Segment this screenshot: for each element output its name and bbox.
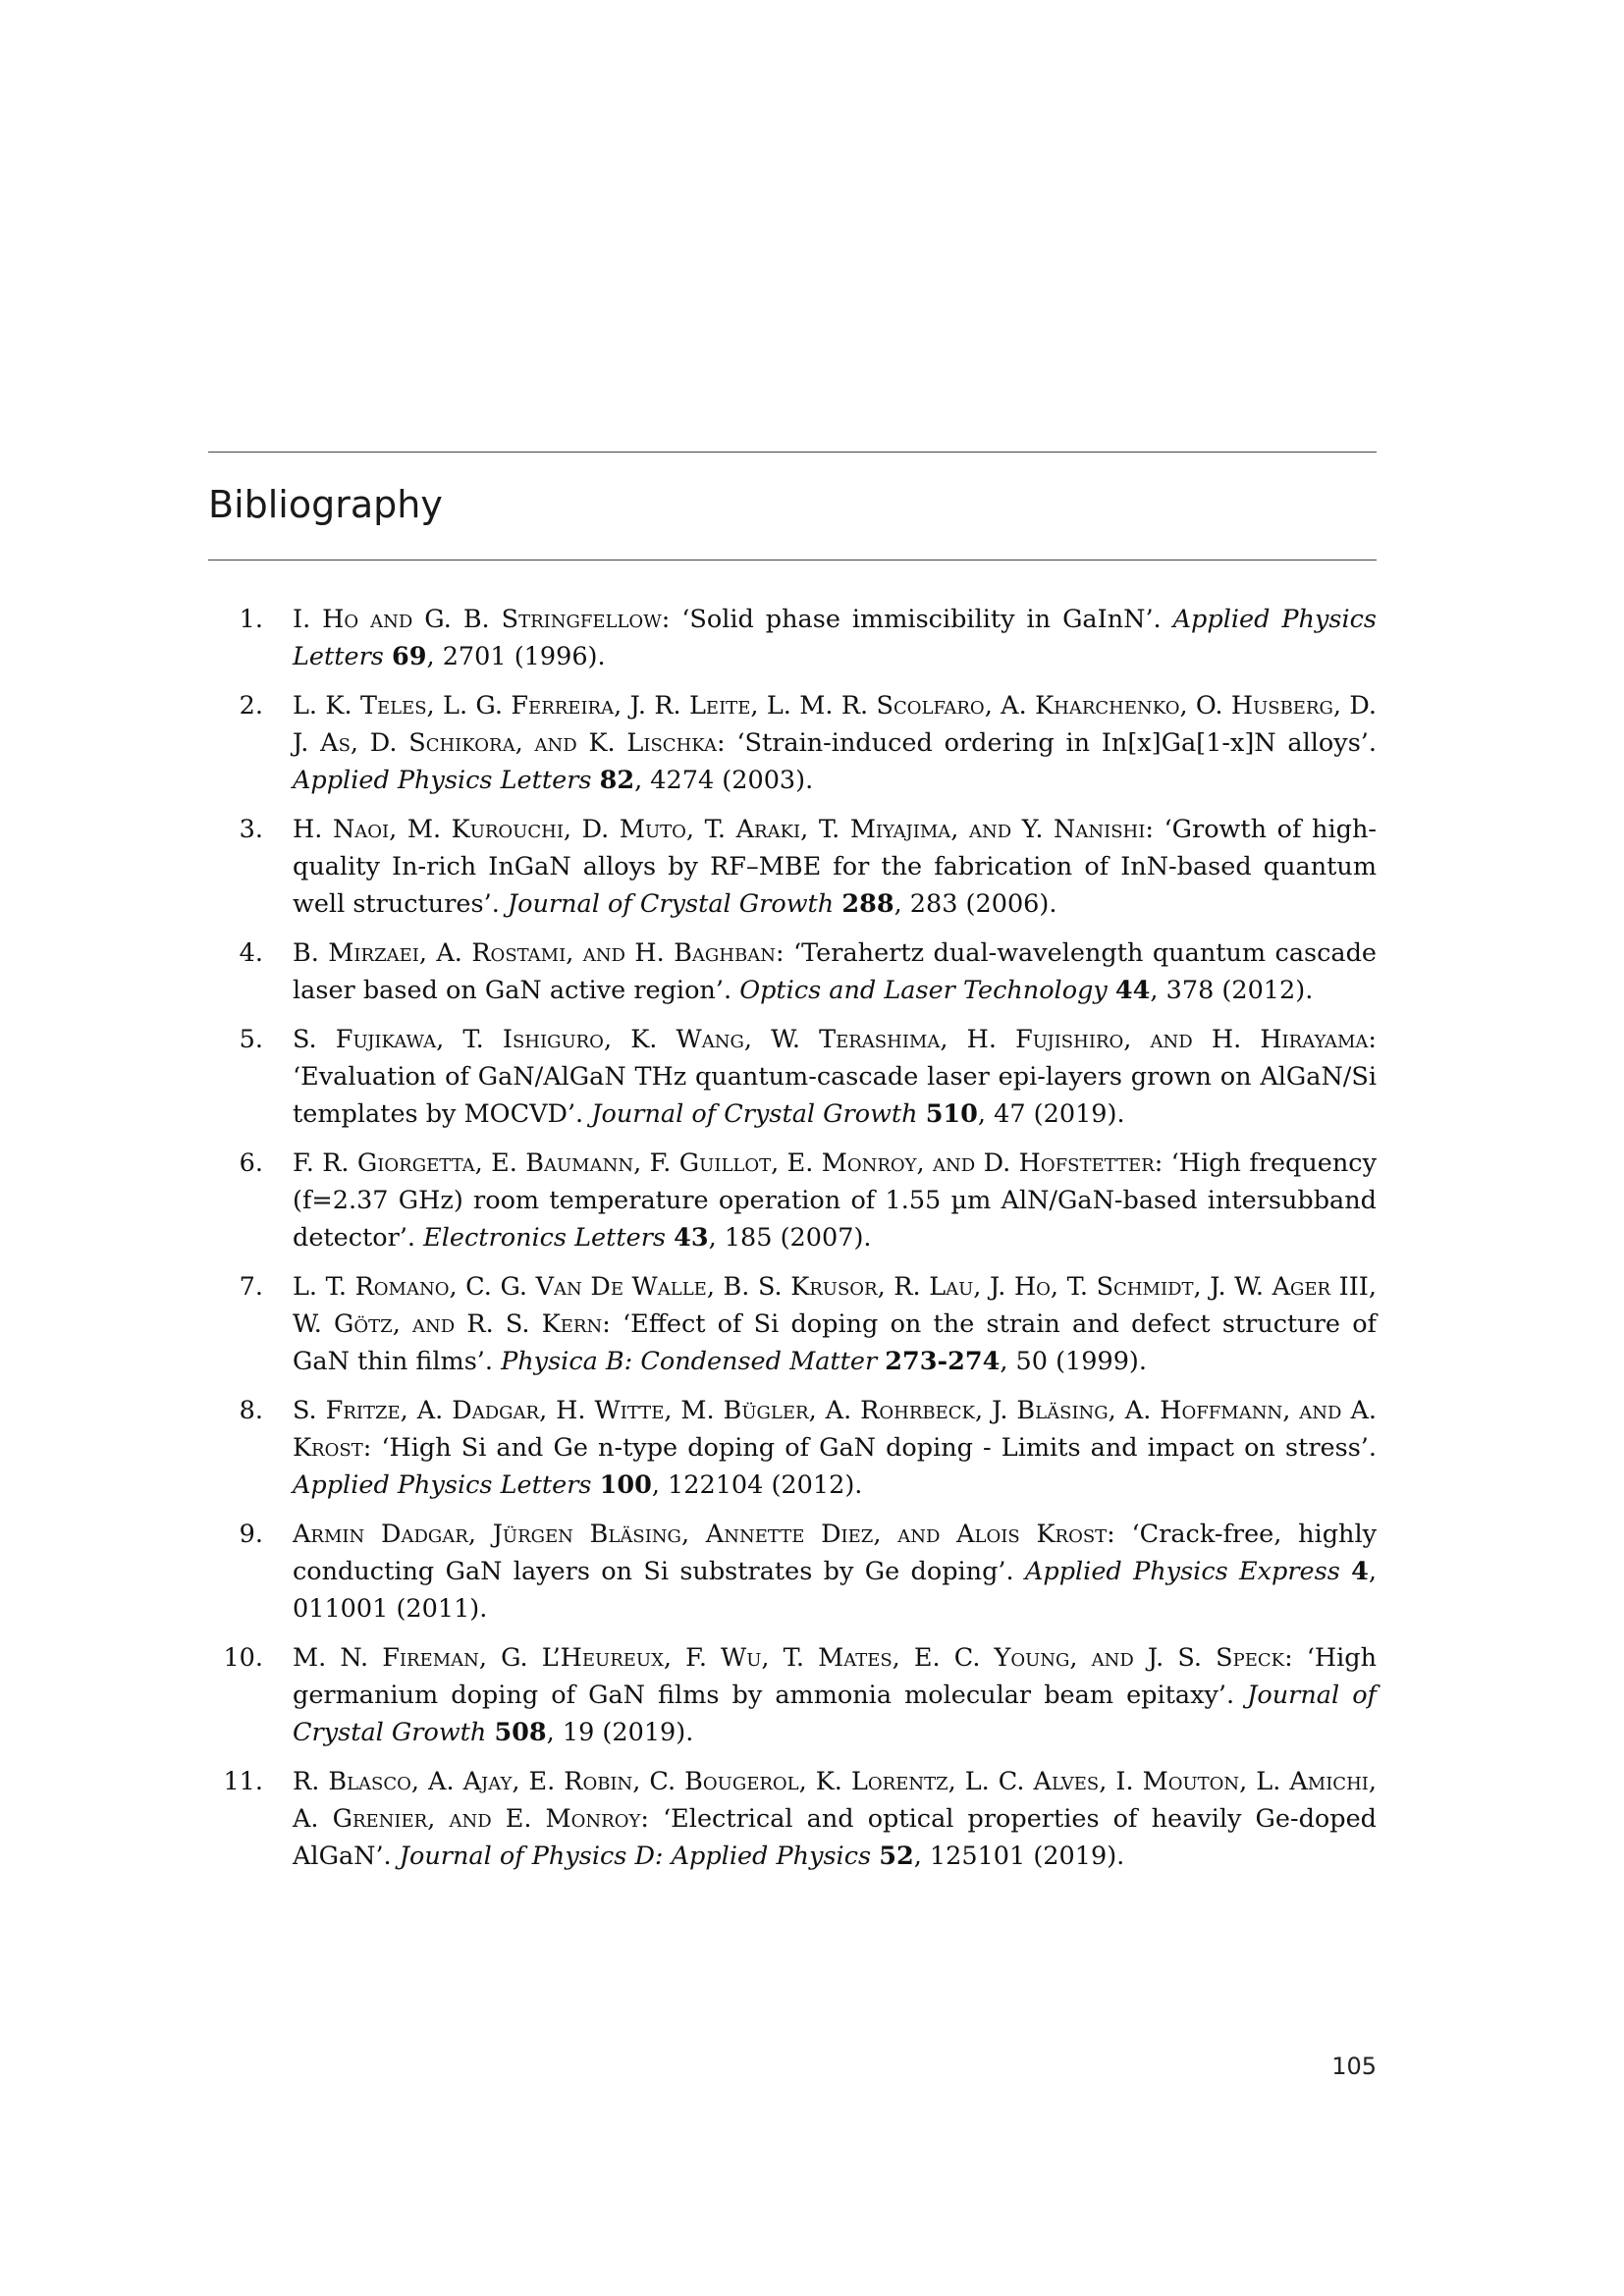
- reference-item: [208, 1639, 1377, 1751]
- reference-text: [666, 1223, 674, 1253]
- heading-bottom-rule: [208, 560, 1377, 561]
- reference-number: 7.: [239, 1272, 263, 1302]
- reference-text: : ‘Solid phase immiscibility in GaInN’.: [661, 605, 1173, 634]
- reference-volume: 4: [1351, 1557, 1369, 1586]
- reference-text: , 122104 (2012).: [651, 1470, 863, 1500]
- reference-authors: I. Ho and G. B. Stringfellow: [293, 605, 662, 634]
- reference-text: , 283 (2006).: [893, 889, 1057, 919]
- reference-text: , 4274 (2003).: [634, 766, 814, 795]
- reference-text: [384, 642, 392, 671]
- reference-journal: Journal of Crystal Growth: [591, 1099, 918, 1129]
- reference-number: 2.: [239, 691, 263, 721]
- reference-authors: Armin Dadgar, Jürgen Bläsing, Annette Diez, and Alois Krost: [293, 1520, 1108, 1549]
- reference-number: 5.: [239, 1025, 263, 1054]
- reference-text: : ‘Growth of high-quality In-rich InGaN alloys by RF–MBE for the fabrication of InN-based quantum well structures’.: [293, 815, 1377, 919]
- reference-text: : ‘High germanium doping of GaN films by ammonia molecular beam epitaxy’.: [293, 1643, 1377, 1710]
- reference-item: [208, 1516, 1377, 1628]
- reference-text: , 2701 (1996).: [426, 642, 606, 671]
- reference-number: 11.: [223, 1767, 263, 1796]
- reference-text: [918, 1099, 926, 1129]
- reference-journal: Applied Physics Express: [1024, 1557, 1340, 1586]
- reference-journal: Physica B: Condensed Matter: [501, 1347, 878, 1376]
- reference-item: [208, 1763, 1377, 1875]
- reference-text: , 19 (2019).: [546, 1718, 694, 1747]
- reference-text: , 011001 (2011).: [293, 1557, 1377, 1624]
- reference-text: : ‘Electrical and optical properties of heavily Ge-doped AlGaN’.: [293, 1804, 1378, 1871]
- reference-text: [591, 1470, 599, 1500]
- reference-volume: 273-274: [885, 1347, 1001, 1376]
- reference-text: [871, 1842, 879, 1871]
- reference-volume: 288: [841, 889, 894, 919]
- reference-journal: Journal of Crystal Growth: [293, 1681, 1377, 1747]
- reference-authors: S. Fujikawa, T. Ishiguro, K. Wang, W. Terashima, H. Fujishiro, and H. Hirayama: [293, 1025, 1369, 1054]
- reference-text: , 125101 (2019).: [913, 1842, 1125, 1871]
- reference-number: 10.: [223, 1643, 263, 1673]
- heading-top-rule: [208, 452, 1377, 453]
- reference-authors: R. Blasco, A. Ajay, E. Robin, C. Bougerol, K. Lorentz, L. C. Alves, I. Mouton, L. Amichi, A. Grenier, and E. Monroy: [293, 1767, 1377, 1834]
- reference-volume: 510: [925, 1099, 978, 1129]
- reference-text: , 50 (1999).: [1000, 1347, 1147, 1376]
- reference-authors: L. T. Romano, C. G. Van De Walle, B. S. Krusor, R. Lau, J. Ho, T. Schmidt, J. W. Ager III, W. Götz, and R. S. Kern: [293, 1272, 1377, 1339]
- reference-authors: F. R. Giorgetta, E. Baumann, F. Guillot, E. Monroy, and D. Hofstetter: [293, 1148, 1155, 1178]
- reference-authors: H. Naoi, M. Kurouchi, D. Muto, T. Araki, T. Miyajima, and Y. Nanishi: [293, 815, 1146, 844]
- reference-text: : ‘Crack-free, highly conducting GaN layers on Si substrates by Ge doping’.: [293, 1520, 1378, 1586]
- reference-item: [208, 1268, 1377, 1380]
- reference-journal: Journal of Physics D: Applied Physics: [399, 1842, 872, 1871]
- reference-journal: Applied Physics Letters: [293, 605, 1377, 671]
- reference-journal: Electronics Letters: [423, 1223, 667, 1253]
- reference-number: 3.: [239, 815, 263, 844]
- reference-volume: 508: [494, 1718, 547, 1747]
- reference-text: [1340, 1557, 1351, 1586]
- reference-text: : ‘High frequency (f=2.37 GHz) room temperature operation of 1.55 µm AlN/GaN-based intersubband detector’.: [293, 1148, 1377, 1253]
- reference-text: : ‘Terahertz dual-wavelength quantum cascade laser based on GaN active region’.: [293, 938, 1378, 1005]
- page-number: 105: [1331, 2053, 1377, 2080]
- reference-text: [1108, 976, 1115, 1005]
- reference-authors: L. K. Teles, L. G. Ferreira, J. R. Leite, L. M. R. Scolfaro, A. Kharchenko, O. Husberg, D. J. As, D. Schikora, and K. Lischka: [293, 691, 1377, 758]
- reference-number: 1.: [239, 605, 263, 634]
- reference-volume: 43: [674, 1223, 709, 1253]
- reference-number: 4.: [239, 938, 263, 968]
- page-title: Bibliography: [208, 483, 443, 526]
- reference-text: , 47 (2019).: [977, 1099, 1125, 1129]
- reference-text: , 185 (2007).: [708, 1223, 872, 1253]
- reference-authors: B. Mirzaei, A. Rostami, and H. Baghban: [293, 938, 776, 968]
- reference-volume: 52: [879, 1842, 914, 1871]
- reference-item: [208, 811, 1377, 923]
- reference-number: 9.: [239, 1520, 263, 1549]
- reference-item: [208, 1021, 1377, 1133]
- reference-item: [208, 1145, 1377, 1256]
- reference-item: [208, 1392, 1377, 1504]
- reference-list: [208, 601, 1377, 1887]
- reference-volume: 82: [599, 766, 635, 795]
- reference-item: [208, 687, 1377, 799]
- reference-text: , 378 (2012).: [1150, 976, 1314, 1005]
- reference-journal: Applied Physics Letters: [293, 766, 592, 795]
- reference-text: : ‘Strain-induced ordering in In[x]Ga[1-x]N alloys’.: [716, 728, 1377, 758]
- reference-volume: 44: [1114, 976, 1151, 1005]
- reference-text: : ‘Effect of Si doping on the strain and defect structure of GaN thin films’.: [293, 1309, 1377, 1376]
- reference-journal: Optics and Laser Technology: [739, 976, 1108, 1005]
- reference-journal: Journal of Crystal Growth: [507, 889, 835, 919]
- reference-text: : ‘Evaluation of GaN/AlGaN THz quantum-cascade laser epi-layers grown on AlGaN/Si templates by MOCVD’.: [293, 1025, 1377, 1129]
- reference-number: 6.: [239, 1148, 263, 1178]
- reference-authors: S. Fritze, A. Dadgar, H. Witte, M. Bügler, A. Rohrbeck, J. Bläsing, A. Hoffmann, and A. Krost: [293, 1396, 1377, 1463]
- reference-text: : ‘High Si and Ge n-type doping of GaN doping - Limits and impact on stress’.: [362, 1433, 1377, 1463]
- reference-number: 8.: [239, 1396, 263, 1425]
- reference-authors: M. N. Fireman, G. L’Heureux, F. Wu, T. Mates, E. C. Young, and J. S. Speck: [293, 1643, 1285, 1673]
- reference-text: [591, 766, 599, 795]
- reference-item: [208, 601, 1377, 675]
- reference-journal: Applied Physics Letters: [293, 1470, 592, 1500]
- reference-item: [208, 934, 1377, 1009]
- reference-volume: 69: [392, 642, 427, 671]
- reference-volume: 100: [599, 1470, 652, 1500]
